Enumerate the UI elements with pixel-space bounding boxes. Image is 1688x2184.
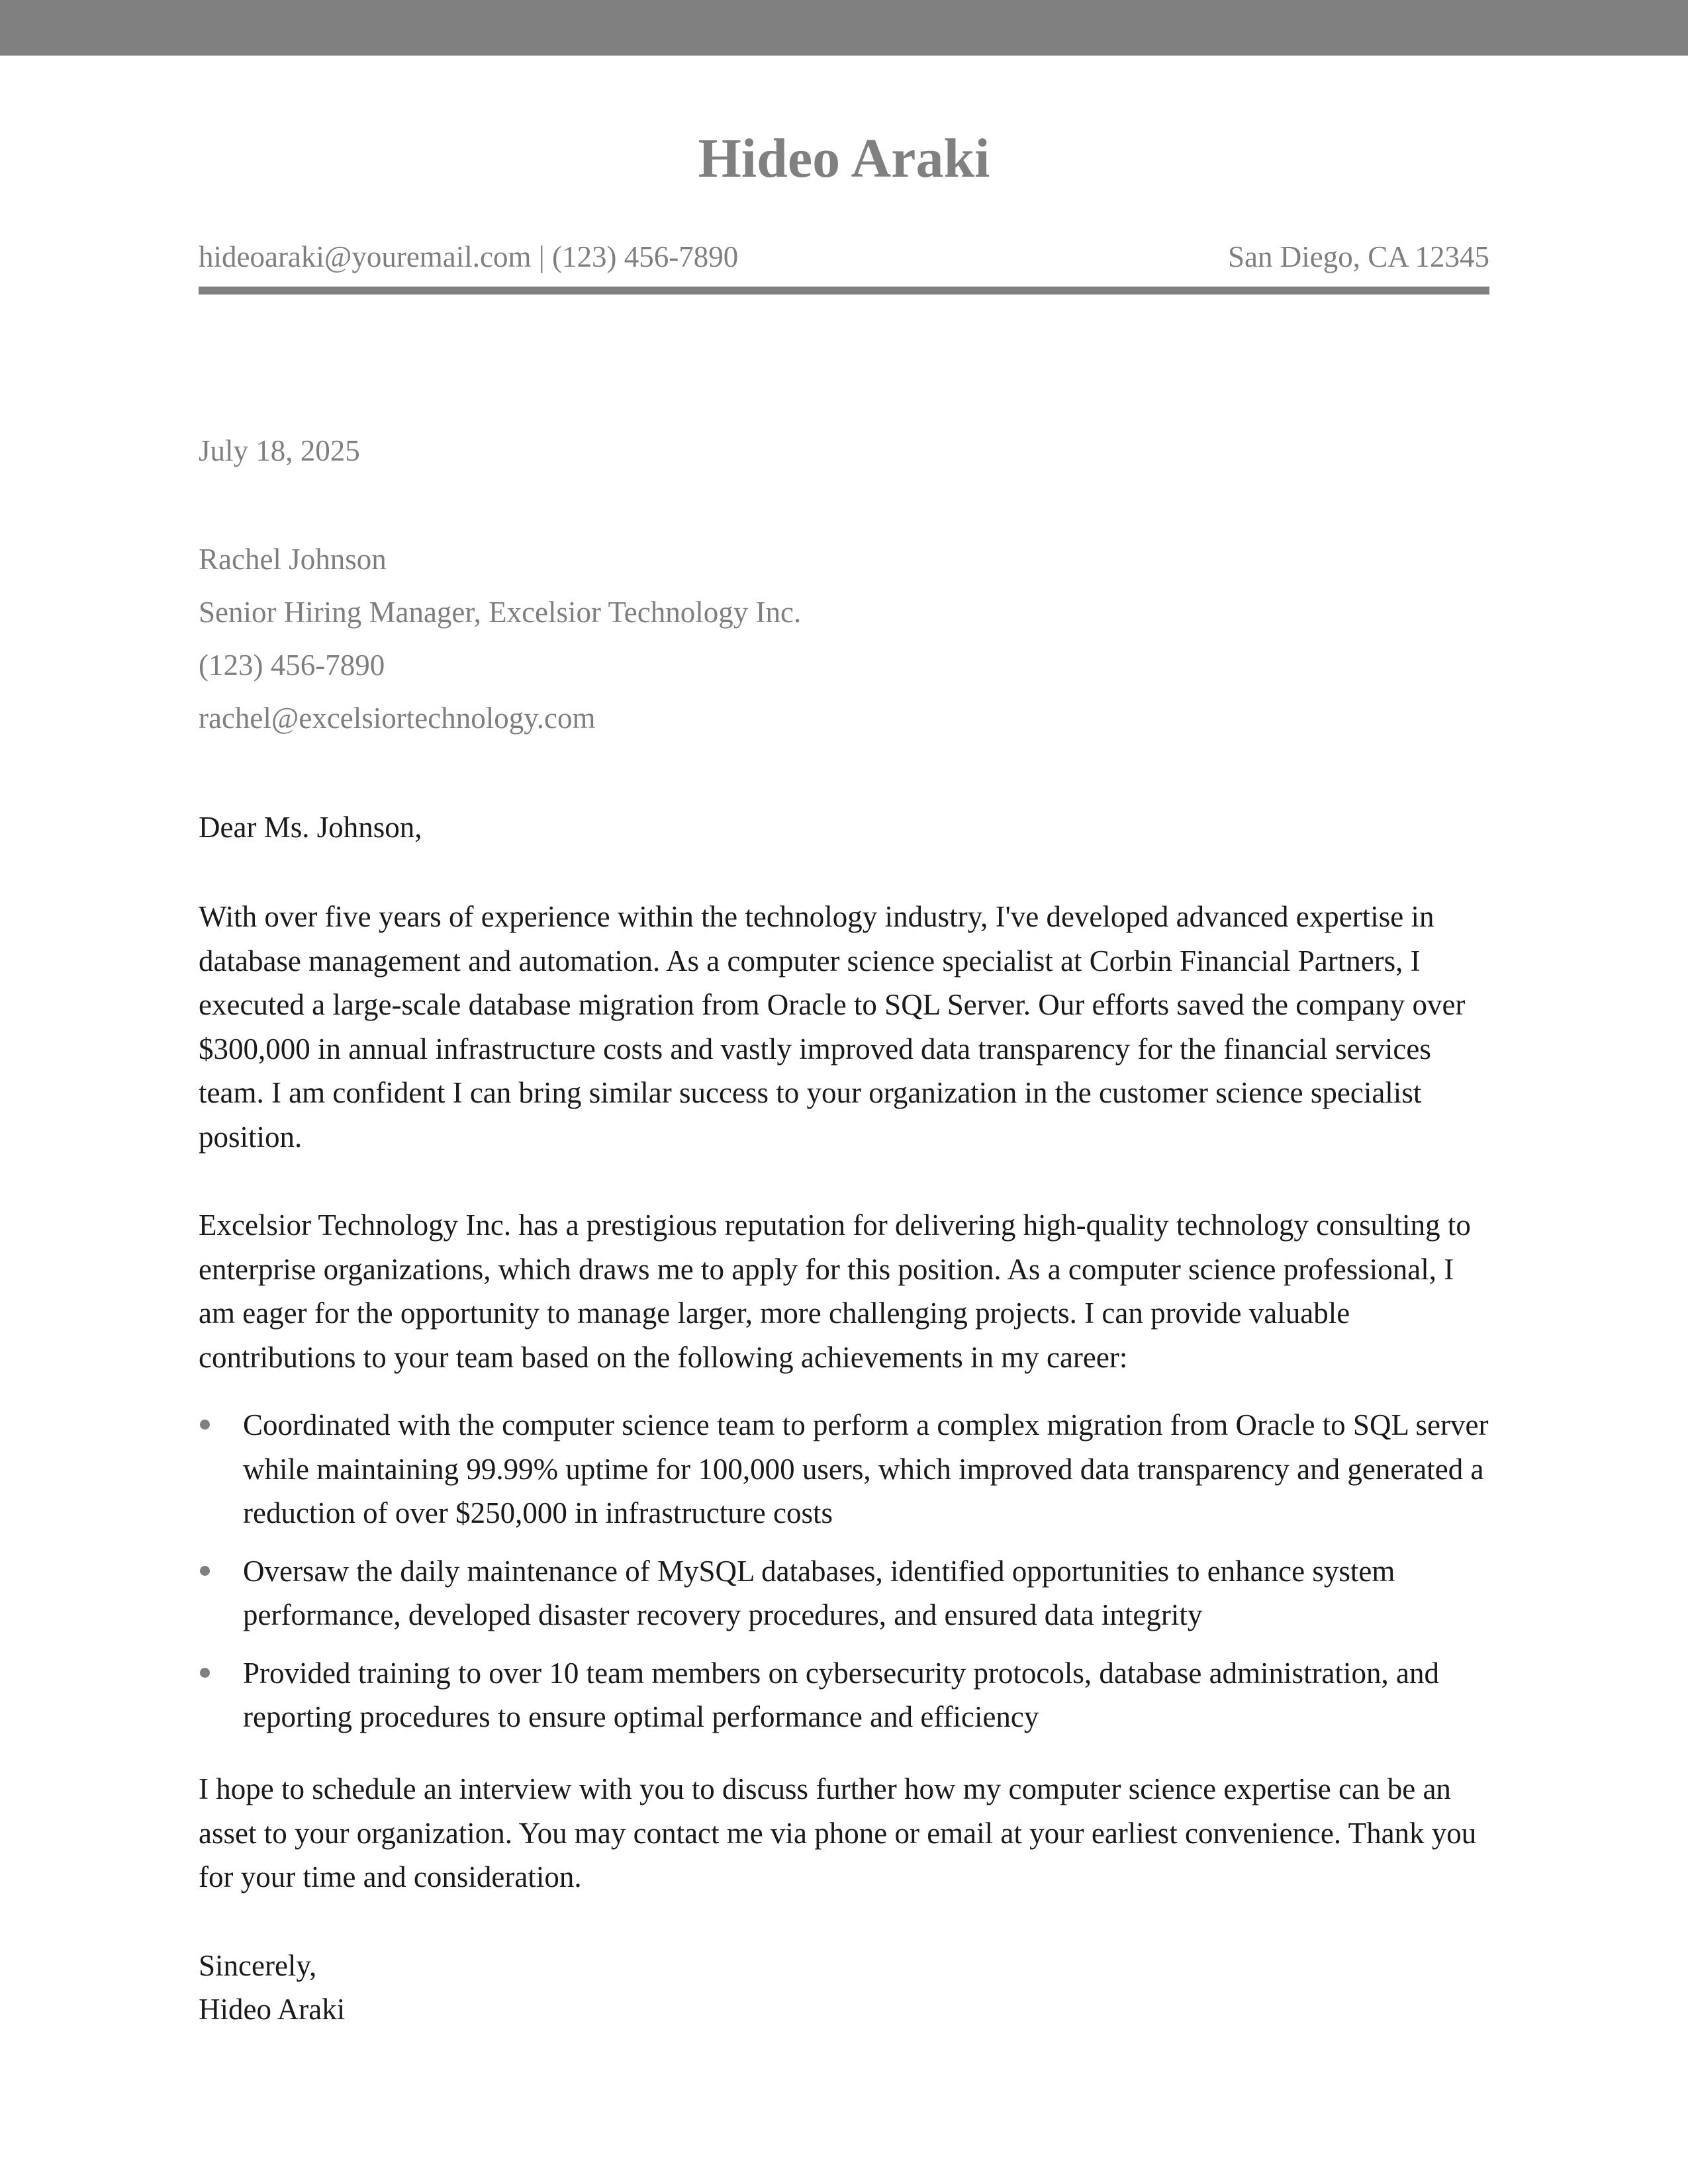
recipient-name: Rachel Johnson [199, 543, 387, 576]
achievement-text: Provided training to over 10 team members on cybersecurity protocols, database administration, and reporting procedures to ensure optimal performance and efficiency [243, 1656, 1440, 1733]
list-item [199, 1651, 1489, 1739]
header-divider [199, 287, 1489, 295]
paragraph-2 [199, 1203, 1489, 1379]
achievement-text: Coordinated with the computer science team to perform a complex migration from Oracle to SQL server while maintaining 99.99% uptime for 100,000 users, which improved data transparency and generated a reduction of over $250,000 in infrastructure costs [243, 1408, 1489, 1529]
paragraph-2-text: Excelsior Technology Inc. has a prestigious reputation for delivering high-quality technology consulting to enterprise organizations, which draws me to apply for this position. As a computer science professional, I am eager for the opportunity to manage larger, more challenging projects. I can provide valuable contributions to your team based on the following achievements in my career: [199, 1208, 1471, 1374]
achievements-list [199, 1403, 1489, 1753]
bullet-dot-icon [200, 1668, 210, 1678]
salutation: Dear Ms. Johnson, [199, 811, 422, 844]
signoff-closing: Sincerely, [199, 1949, 317, 1982]
sender-location: San Diego, CA 12345 [1227, 240, 1489, 273]
achievement-text: Oversaw the daily maintenance of MySQL databases, identified opportunities to enhance system performance, developed disaster recovery procedures, and ensured data integrity [243, 1554, 1395, 1631]
closing-paragraph-text: I hope to schedule an interview with you to discuss further how my computer science expertise can be an asset to your organization. You may contact me via phone or email at your earliest convenience. Thank you for your time and consideration. [199, 1772, 1477, 1893]
sender-name: Hideo Araki [698, 128, 990, 189]
recipient-phone: (123) 456-7890 [199, 649, 385, 682]
signoff-name: Hideo Araki [199, 1993, 346, 2026]
list-item [199, 1549, 1489, 1637]
list-item [199, 1403, 1489, 1535]
letter-date: July 18, 2025 [199, 434, 360, 467]
top-color-band [0, 0, 1688, 56]
bullet-dot-icon [200, 1566, 210, 1576]
recipient-email: rachel@excelsiortechnology.com [199, 702, 596, 735]
closing-paragraph [199, 1767, 1489, 1899]
recipient-title: Senior Hiring Manager, Excelsior Technology Inc. [199, 596, 802, 629]
sender-contact: hideoaraki@youremail.com | (123) 456-7890 [199, 240, 739, 273]
paragraph-1 [199, 895, 1489, 1159]
contact-row [199, 237, 1489, 277]
bullet-dot-icon [200, 1420, 210, 1430]
paragraph-1-text: With over five years of experience within the technology industry, I've developed advanced expertise in database management and automation. As a computer science specialist at Corbin Financial Partners, I executed a large-scale database migration from Oracle to SQL Server. Our efforts saved the company over $300,000 in annual infrastructure costs and vastly improved data transparency for the financial services team. I am confident I can bring similar success to your organization in the customer science specialist position. [199, 900, 1466, 1154]
